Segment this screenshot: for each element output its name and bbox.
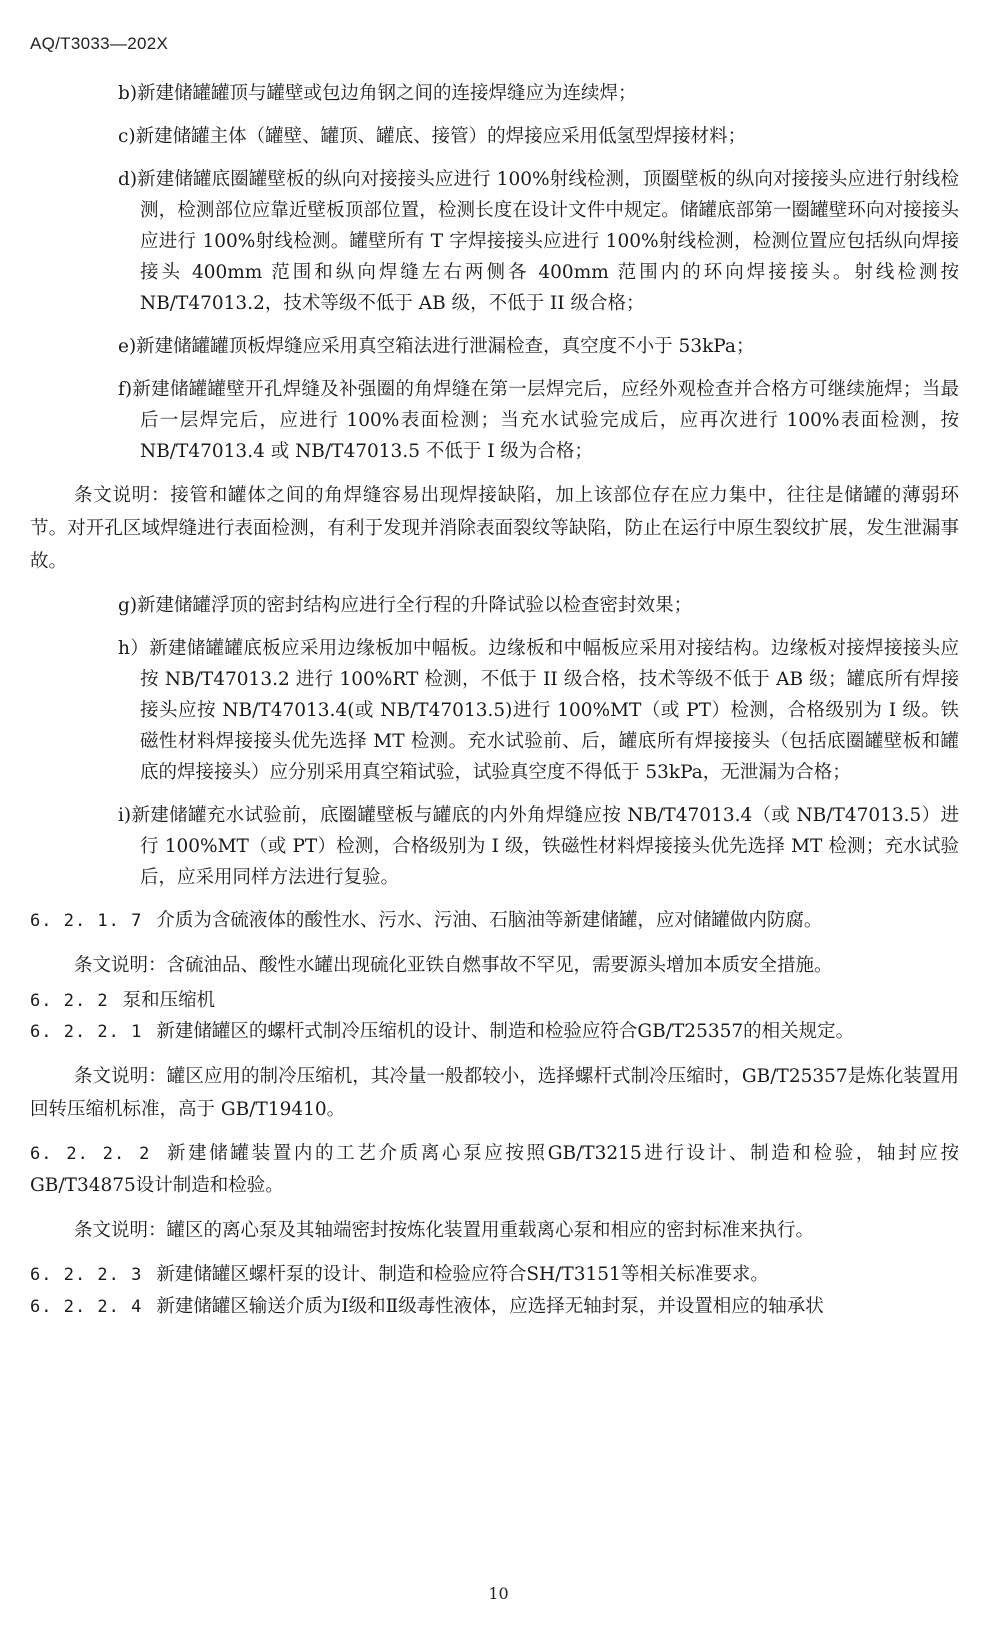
list-item-b: b)新建储罐罐顶与罐壁或包边角钢之间的连接焊缝应为连续焊； [118,83,637,104]
clause-6-2-1-7 [30,905,959,937]
clause-number: 6. 2. 2. 4 [30,1297,143,1317]
list-item-h: h）新建储罐罐底板应采用边缘板加中幅板。边缘板和中幅板应采用对接结构。边缘板对接焊接接头应按 NB/T47013.2 进行 100%RT 检测，不低于 II 级合格，技术等级不低于 AB 级；罐底所有焊接接头应按 NB/T47013.4(或 NB/T47013.5)进行 100%MT（或 PT）检测，合格级别为 I 级。铁磁性材料焊接接头优先选择 MT 检测。充水试验前、后，罐底所有焊接接头（包括底圈罐壁板和罐底的焊接接头）应分别采用真空箱试验，试验真空度不得低于 53kPa，无泄漏为合格； [118,638,959,783]
explanatory-note-2: 条文说明：含硫油品、酸性水罐出现硫化亚铁自燃事故不罕见，需要源头增加本质安全措施。 [74,955,833,976]
clause-6-2-2-1 [30,1016,959,1048]
page-number: 10 [488,1584,509,1603]
list-item-g: g)新建储罐浮顶的密封结构应进行全行程的升降试验以检查密封效果； [118,595,693,616]
clause-6-2-2-2 [30,1138,959,1202]
clause-text: 新建储罐区的螺杆式制冷压缩机的设计、制造和检验应符合GB/T25357的相关规定。 [156,1021,855,1042]
clause-6-2-2-3 [30,1259,959,1291]
clause-number: 6. 2. 2. 2 [30,1144,151,1164]
list-item-e: e)新建储罐罐顶板焊缝应采用真空箱法进行泄漏检查，真空度不小于 53kPa； [118,336,755,357]
list-item-c: c)新建储罐主体（罐壁、罐顶、罐底、接管）的焊接应采用低氢型焊接材料； [118,126,747,147]
list-item-d: d)新建储罐底圈罐壁板的纵向对接接头应进行 100%射线检测，顶圈壁板的纵向对接接头应进行射线检测，检测部位应靠近壁板顶部位置，检测长度在设计文件中规定。储罐底部第一圈罐壁环向对接接头应进行 100%射线检测。罐壁所有 T 字焊接接头应进行 100%射线检测，检测位置应包括纵向焊接接头 400mm 范围和纵向焊缝左右两侧各 400mm 范围内的环向焊接接头。射线检测按 NB/T47013.2，技术等级不低于 AB 级，不低于 II 级合格； [118,169,959,314]
section-heading-6-2-2 [30,986,997,1016]
clause-text: 新建储罐区输送介质为Ⅰ级和Ⅱ级毒性液体，应选择无轴封泵，并设置相应的轴承状 [156,1296,824,1317]
document-code-header: AQ/T3033—202X [30,34,169,53]
document-body [0,78,997,1323]
section-number: 6. 2. 2 [30,991,109,1011]
clause-6-2-2-4 [30,1291,959,1323]
explanatory-note-1: 条文说明：接管和罐体之间的角焊缝容易出现焊接缺陷，加上该部位存在应力集中，往往是储罐的薄弱环节。对开孔区域焊缝进行表面检测，有利于发现并消除表面裂纹等缺陷，防止在运行中原生裂纹扩展，发生泄漏事故。 [30,485,959,572]
list-item-f: f)新建储罐罐壁开孔焊缝及补强圈的角焊缝在第一层焊完后，应经外观检查并合格方可继续施焊；当最后一层焊完后，应进行 100%表面检测；当充水试验完成后，应再次进行 100%表面检测，按 NB/T47013.4 或 NB/T47013.5 不低于 I 级为合格； [118,379,959,462]
clause-number: 6. 2. 2. 1 [30,1022,143,1042]
clause-text: 新建储罐区螺杆泵的设计、制造和检验应符合SH/T3151等相关标准要求。 [156,1264,769,1285]
section-title: 泵和压缩机 [122,990,216,1011]
explanatory-note-3: 条文说明：罐区应用的制冷压缩机，其冷量一般都较小，选择螺杆式制冷压缩时，GB/T25357是炼化装置用回转压缩机标准，高于 GB/T19410。 [30,1066,959,1120]
clause-number: 6. 2. 2. 3 [30,1265,143,1285]
clause-text: 介质为含硫液体的酸性水、污水、污油、石脑油等新建储罐，应对储罐做内防腐。 [156,910,823,931]
clause-text: 新建储罐装置内的工艺介质离心泵应按照GB/T3215进行设计、制造和检验，轴封应按GB/T34875设计制造和检验。 [30,1143,959,1196]
list-item-i: i)新建储罐充水试验前，底圈罐壁板与罐底的内外角焊缝应按 NB/T47013.4（或 NB/T47013.5）进行 100%MT（或 PT）检测，合格级别为 I 级，铁磁性材料焊接接头优先选择 MT 检测；充水试验后，应采用同样方法进行复验。 [118,805,959,888]
clause-number: 6. 2. 1. 7 [30,911,143,931]
explanatory-note-4: 条文说明：罐区的离心泵及其轴端密封按炼化装置用重载离心泵和相应的密封标准来执行。 [74,1220,815,1241]
